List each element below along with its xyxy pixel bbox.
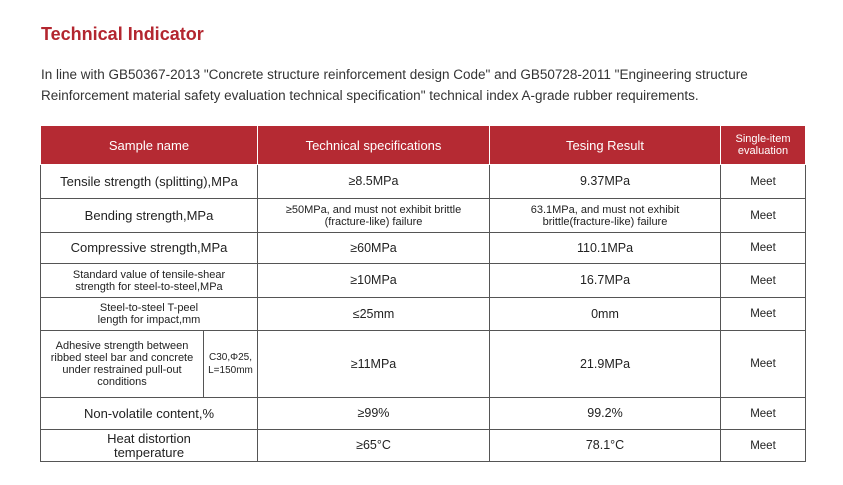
spec-line: ≥50MPa, and must not exhibit brittle — [285, 203, 462, 216]
sample-name-cell: Compressive strength,MPa — [41, 233, 258, 264]
spec-cell: ≥60MPa — [258, 233, 490, 264]
result-cell: 16.7MPa — [490, 264, 721, 298]
evaluation-cell: Meet — [721, 298, 806, 331]
evaluation-cell: Meet — [721, 165, 806, 199]
spec-cell: ≥11MPa — [258, 331, 490, 398]
table-row — [41, 398, 806, 430]
col-header-spec: Technical specifications — [258, 126, 490, 165]
test-condition-cell — [204, 331, 258, 398]
col-header-result: Tesing Result — [490, 126, 721, 165]
result-cell — [490, 199, 721, 233]
result-cell: 0mm — [490, 298, 721, 331]
result-cell: 21.9MPa — [490, 331, 721, 398]
sample-name-line: strength for steel-to-steel,MPa — [75, 280, 223, 293]
sample-name-line: Adhesive strength between — [55, 340, 189, 352]
result-cell: 99.2% — [490, 398, 721, 430]
evaluation-cell: Meet — [721, 199, 806, 233]
result-cell: 110.1MPa — [490, 233, 721, 264]
table-row — [41, 430, 806, 462]
spec-cell: ≤25mm — [258, 298, 490, 331]
evaluation-cell: Meet — [721, 233, 806, 264]
sample-name-line: temperature — [113, 444, 185, 460]
sample-name-line: conditions — [97, 376, 147, 388]
table-row — [41, 165, 806, 199]
test-condition-line: L=150mm — [208, 365, 253, 376]
spec-cell: ≥8.5MPa — [258, 165, 490, 199]
sample-name-cell — [41, 430, 258, 462]
evaluation-cell: Meet — [721, 398, 806, 430]
result-line: 63.1MPa, and must not exhibit — [530, 203, 680, 216]
sample-name-line: Standard value of tensile-shear — [72, 268, 226, 281]
sample-name-cell — [41, 298, 258, 331]
table-row — [41, 233, 806, 264]
sample-name-line: under restrained pull-out — [62, 364, 182, 376]
sample-name-line: Heat distortion — [107, 430, 191, 446]
table-row — [41, 199, 806, 233]
sample-name-cell: Bending strength,MPa — [41, 199, 258, 233]
result-cell: 78.1°C — [490, 430, 721, 462]
table-row — [41, 331, 806, 398]
evaluation-cell: Meet — [721, 264, 806, 298]
result-line: brittle(fracture-like) failure — [542, 215, 668, 228]
spec-cell — [258, 199, 490, 233]
page-title: Technical Indicator — [41, 24, 204, 44]
table-row — [41, 264, 806, 298]
spec-cell: ≥99% — [258, 398, 490, 430]
table-header — [41, 126, 806, 165]
col-header-evaluation-line1: Single-item — [735, 133, 791, 145]
spec-cell: ≥65°C — [258, 430, 490, 462]
test-condition-line: C30,Φ25, — [208, 352, 252, 363]
sample-name-line: Steel-to-steel T-peel — [99, 302, 199, 314]
sample-name-cell — [41, 331, 204, 398]
col-header-evaluation — [721, 126, 806, 165]
sample-name-cell: Tensile strength (splitting),MPa — [41, 165, 258, 199]
technical-indicator-table — [40, 125, 806, 462]
result-cell: 9.37MPa — [490, 165, 721, 199]
col-header-evaluation-line2: evaluation — [737, 145, 789, 157]
spec-line: (fracture-like) failure — [324, 215, 423, 228]
evaluation-cell: Meet — [721, 331, 806, 398]
intro-paragraph: In line with GB50367-2013 "Concrete structure reinforcement design Code" and GB50728-2011 "Engineering structure Reinforcement material safety evaluation technical specification" technical index A-grade rubber requirements. — [41, 67, 748, 103]
table-row — [41, 298, 806, 331]
col-header-sample: Sample name — [41, 126, 258, 165]
sample-name-line: ribbed steel bar and concrete — [50, 352, 194, 364]
sample-name-cell: Non-volatile content,% — [41, 398, 258, 430]
spec-cell: ≥10MPa — [258, 264, 490, 298]
sample-name-cell — [41, 264, 258, 298]
evaluation-cell: Meet — [721, 430, 806, 462]
sample-name-line: length for impact,mm — [97, 314, 201, 326]
